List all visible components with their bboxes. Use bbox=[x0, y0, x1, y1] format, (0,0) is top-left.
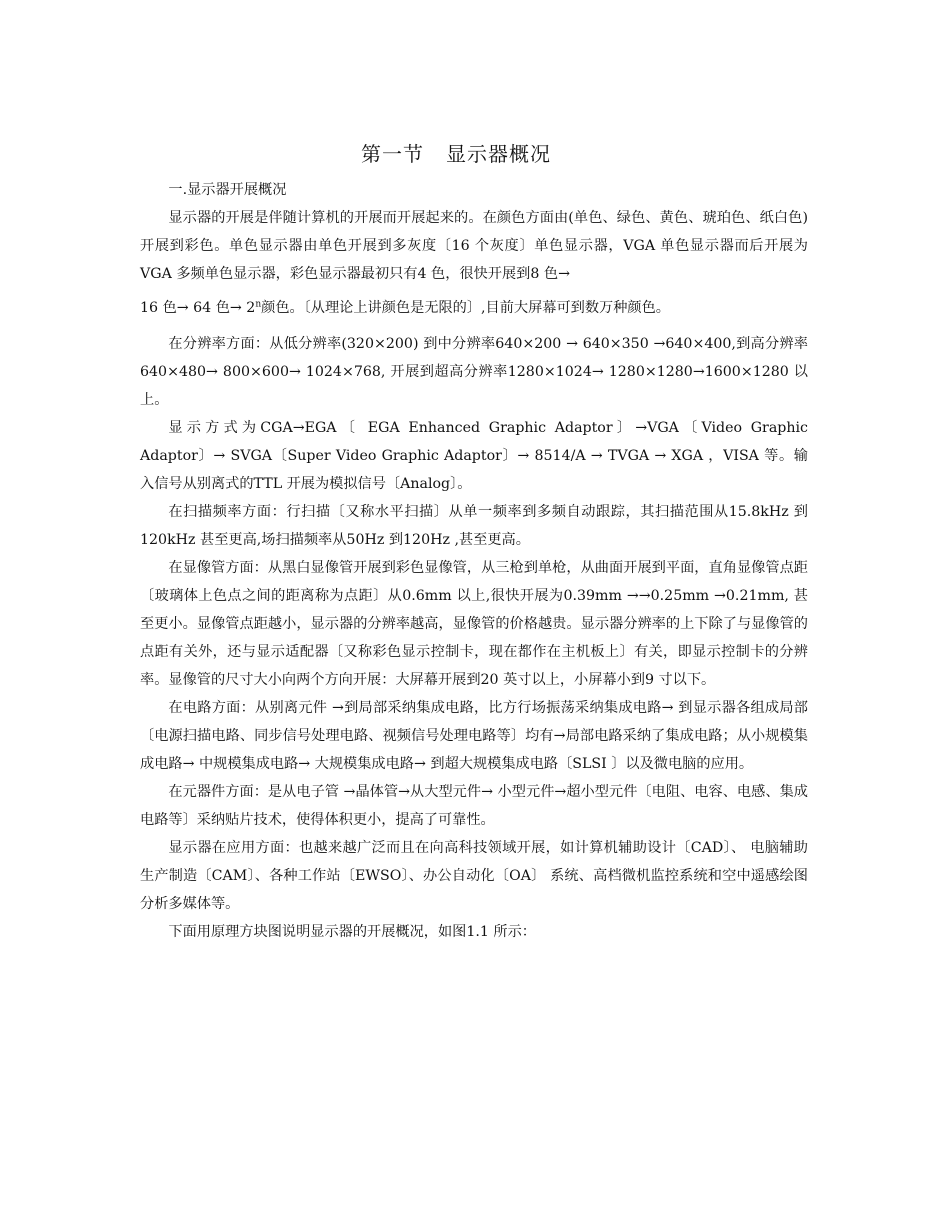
color-progression-tail: 颜色。〔从理论上讲颜色是无限的〕,目前大屏幕可到数万种颜色。 bbox=[261, 300, 670, 316]
paragraph-resolution: 在分辨率方面：从低分辨率(320×200) 到中分辨率640×200 → 640×350 →640×400,到高分辨率640×480→ 800×600→ 1024×768, 开展到超高分辨率1280×1024→ 1280×1280→1600×1280 以上。 bbox=[140, 336, 808, 408]
paragraph-scan-frequency: 在扫描频率方面：行扫描〔又称水平扫描〕从单一频率到多频自动跟踪，其扫描范围从15.8kHz 到120kHz 甚至更高,场扫描频率从50Hz 到120Hz ,甚至更高。 bbox=[140, 504, 808, 548]
section-title: 第一节 显示器概况 bbox=[360, 142, 552, 166]
paragraph-color-continuation bbox=[140, 288, 808, 328]
paragraph-text: 显示器的开展是伴随计算机的开展而开展起来的。在颜色方面由(单色、绿色、黄色、琥珀色、纸白色)开展到彩色。单色显示器由单色开展到多灰度〔16 个灰度〕单色显示器，VGA 单色显示器而后开展为VGA 多频单色显示器，彩色显示器最初只有4 色，很快开展到8 色→ bbox=[140, 210, 808, 282]
color-progression-text: 16 色→ 64 色→ 2 bbox=[140, 300, 256, 316]
paragraph-circuits: 在电路方面：从别离元件 →到局部采纳集成电路，比方行场振荡采纳集成电路→ 到显示器各组成局部〔电源扫描电路、同步信号处理电路、视频信号处理电路等〕均有→局部电路采纳了集成电路；从小规模集成电路→ 中规模集成电路→ 大规模集成电路→ 到超大规模集成电路〔SLSI 〕以及微电脑的应用。 bbox=[140, 700, 808, 772]
document-body bbox=[140, 176, 808, 946]
paragraph-figure-reference: 下面用原理方块图说明显示器的开展概况，如图1.1 所示： bbox=[168, 924, 536, 940]
paragraph-color-development bbox=[140, 204, 808, 288]
exponent-n: n bbox=[255, 299, 262, 310]
paragraph-display-modes: 显示方式为CGA→EGA〔 EGA Enhanced Graphic Adaptor〕→VGA〔Video Graphic Adaptor〕→ SVGA〔Super Video Graphic Adaptor〕→ 8514/A → TVGA → XGA ，VISA 等。输入信号从别离式的TTL 开展为模拟信号〔Analog〕。 bbox=[140, 420, 808, 492]
paragraph-applications: 显示器在应用方面：也越来越广泛而且在向高科技领域开展，如计算机辅助设计〔CAD〕、 电脑辅助生产制造〔CAM〕、各种工作站〔EWSO〕、办公自动化〔OA〕 系统、高档微机监控系统和空中遥感绘图分析多媒体等。 bbox=[140, 840, 808, 912]
section-heading: 一.显示器开展概况 bbox=[168, 182, 287, 198]
paragraph-components: 在元器件方面：是从电子管 →晶体管→从大型元件→ 小型元件→超小型元件〔电阻、电容、电感、集成电路等〕采纳贴片技术，使得体积更小，提高了可靠性。 bbox=[140, 784, 808, 828]
paragraph-crt: 在显像管方面：从黑白显像管开展到彩色显像管，从三枪到单枪，从曲面开展到平面，直角显像管点距〔玻璃体上色点之间的距离称为点距〕从0.6mm 以上,很快开展为0.39mm →→0.25mm →0.21mm, 甚至更小。显像管点距越小，显示器的分辨率越高，显像管的价格越贵。显示器分辨率的上下除了与显像管的点距有关外，还与显示适配器〔又称彩色显示控制卡，现在都作在主机板上〕有关，即显示控制卡的分辨率。显像管的尺寸大小向两个方向开展：大屏幕开展到20 英寸以上，小屏幕小到9 寸以下。 bbox=[140, 560, 808, 688]
